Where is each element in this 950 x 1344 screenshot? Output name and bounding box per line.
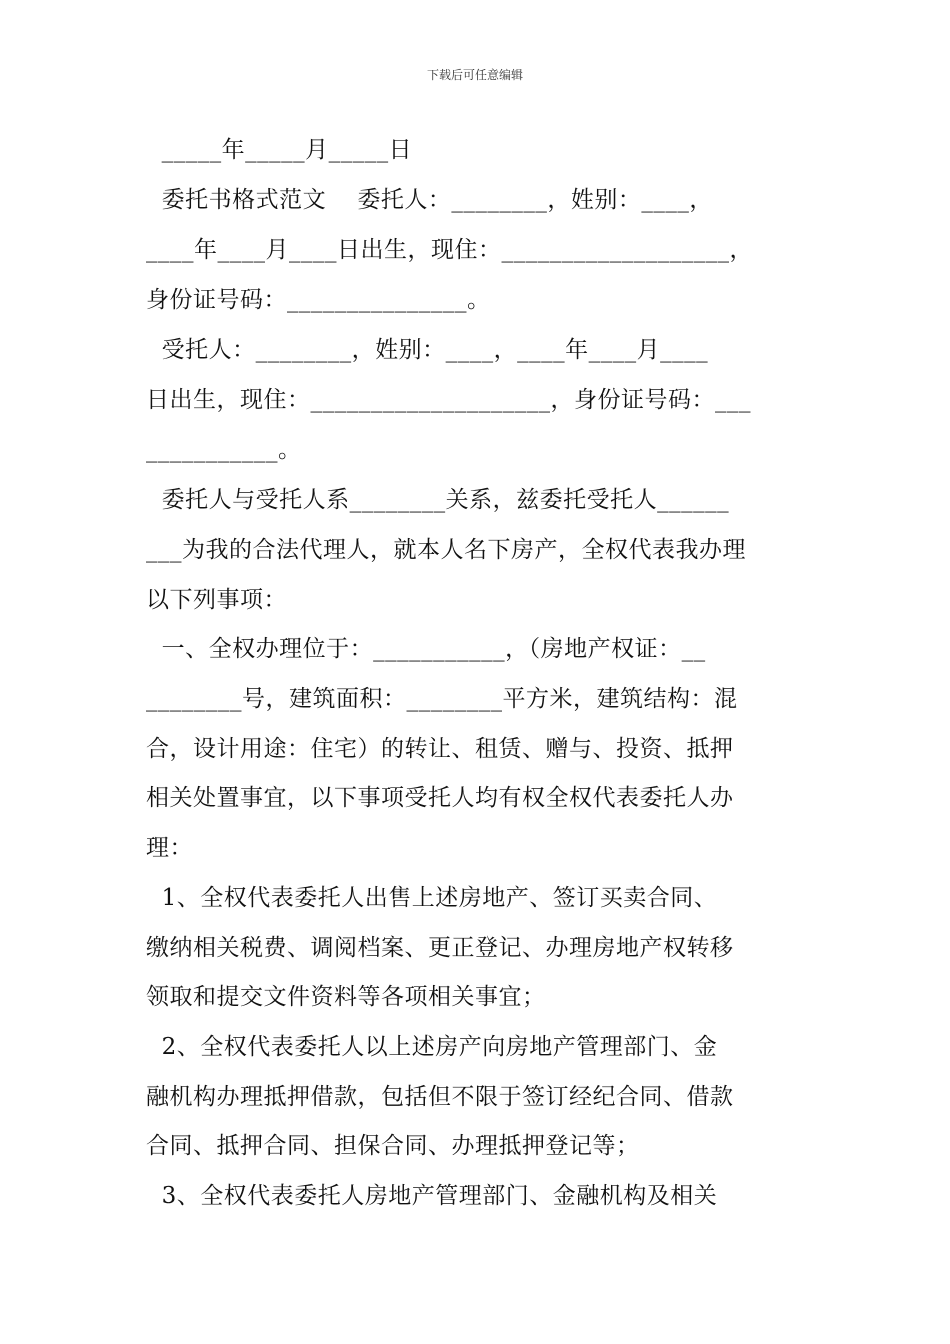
body-line: 理： <box>146 835 193 861</box>
body-line: 以下列事项： <box>146 587 287 613</box>
body-line: ____年____月____日出生，现住：___________________， <box>146 237 753 263</box>
body-line: 相关处置事宜，以下事项受托人均有权全权代表委托人办 <box>146 785 734 811</box>
body-line: 身份证号码：_______________。 <box>146 287 491 313</box>
body-line: 3、全权代表委托人房地产管理部门、金融机构及相关 <box>146 1183 718 1209</box>
body-line: 合同、抵押合同、担保合同、办理抵押登记等； <box>146 1133 640 1159</box>
body-line: ________号，建筑面积：________平方米，建筑结构：混 <box>146 686 738 712</box>
body-line: 融机构办理抵押借款，包括但不限于签订经纪合同、借款 <box>146 1084 734 1110</box>
body-line: 1、全权代表委托人出售上述房地产、签订买卖合同、 <box>146 885 718 911</box>
body-line: ___为我的合法代理人，就本人名下房产，全权代表我办理 <box>146 537 746 563</box>
body-line: 一、全权办理位于：___________，（房地产权证：__ <box>146 636 706 662</box>
body-line: ___________。 <box>146 437 302 463</box>
body-line: 2、全权代表委托人以上述房产向房地产管理部门、金 <box>146 1034 718 1060</box>
body-line: 领取和提交文件资料等各项相关事宜； <box>146 984 546 1010</box>
body-line: 日出生，现住：____________________，身份证号码：___ <box>146 387 751 413</box>
body-line: 合，设计用途：住宅）的转让、租赁、赠与、投资、抵押 <box>146 736 734 762</box>
page-header: 下载后可任意编辑 <box>426 68 523 82</box>
body-line: 受托人：________，姓别：____，____年____月____ <box>146 337 709 363</box>
body-line: 委托人与受托人系________关系，兹委托受托人______ <box>146 487 730 513</box>
body-line: 缴纳相关税费、调阅档案、更正登记、办理房地产权转移 <box>146 935 734 961</box>
body-line: 委托书格式范文 委托人：________，姓别：____， <box>146 187 713 213</box>
date-line: _____年_____月_____日 <box>146 137 413 163</box>
